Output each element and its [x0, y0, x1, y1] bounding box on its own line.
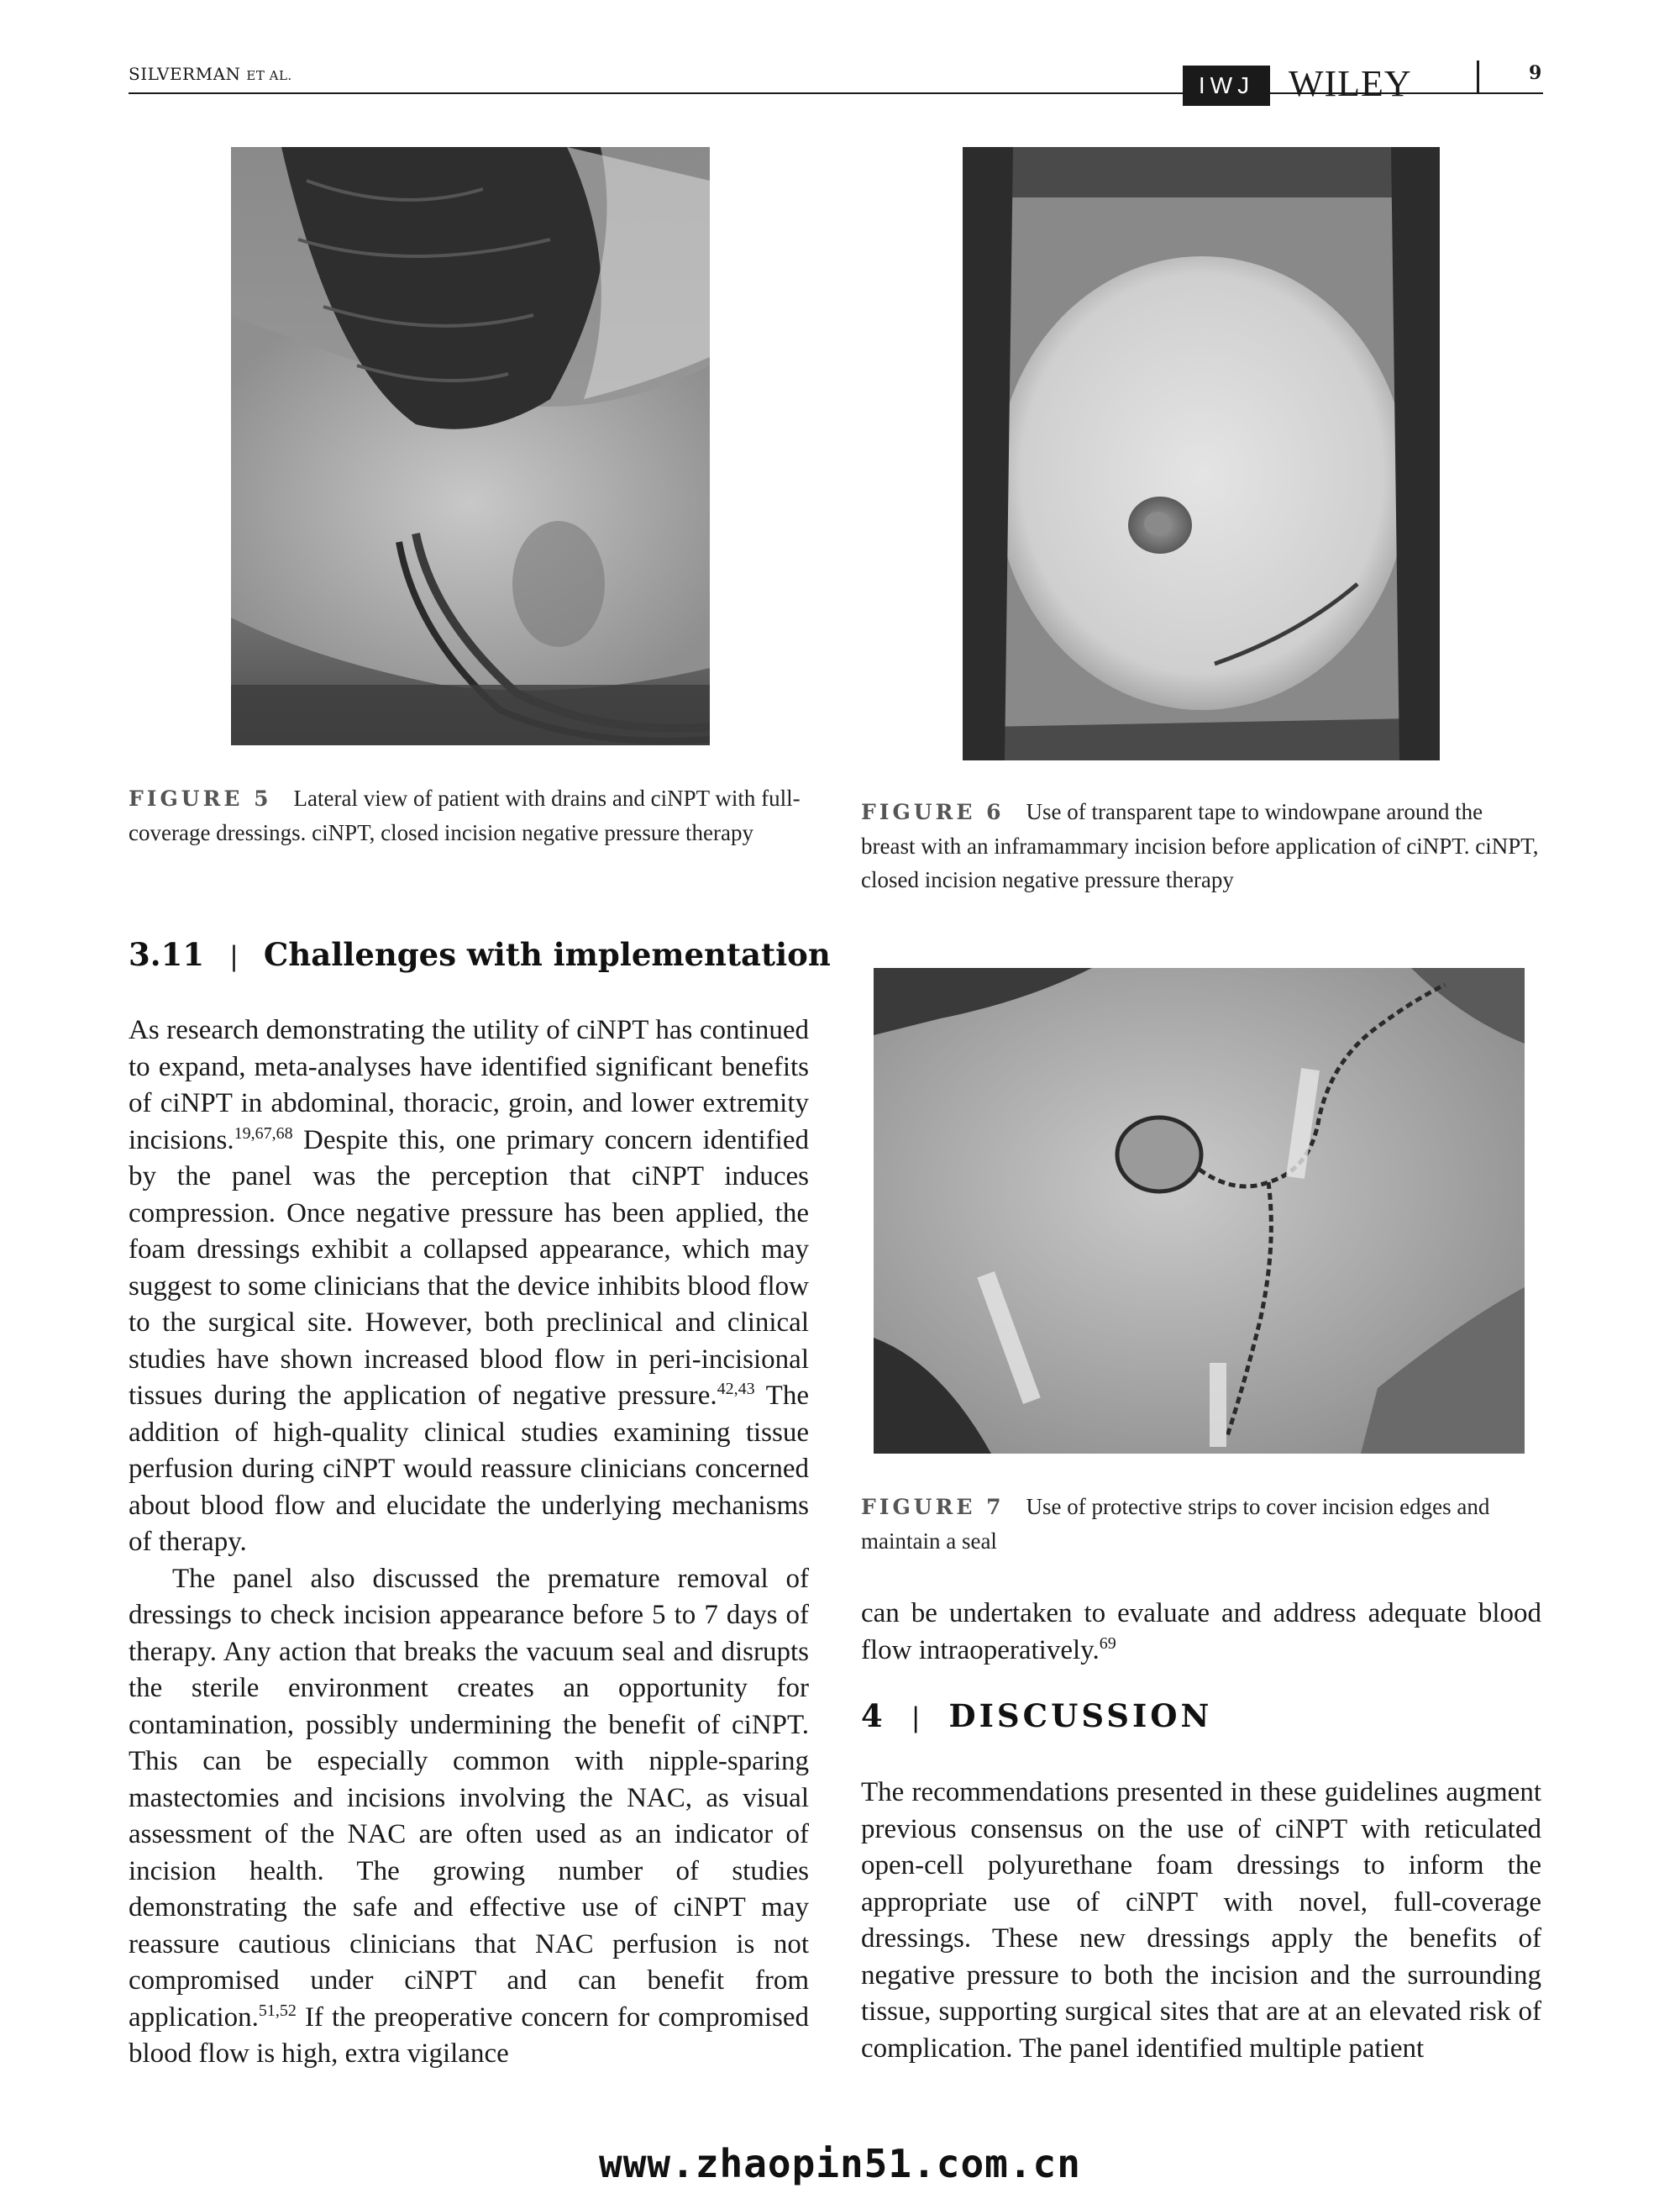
paragraph-3-11-1: As research demonstrating the utility of ciNPT has continued to expand, meta-analyses have identified significant benefits of ciNPT in abdominal, thoracic, groin, and lower extremity incisions.$^{19,67,68}$ Despite this, one primary concern identified by the panel was the perception that ciNPT induces compression. Once negative pressure has been applied, the foam dressings exhibit a collapsed appearance, which may suggest to some clinicians that the device inhibits blood flow to the surgical site. However, both preclinical and clinical studies have shown increased blood flow in peri-incisional tissues during the application of negative pressure.$^{42,43}$ The addition of high-quality clinical studies examining tissue perfusion during ciNPT would reassure clinicians concerned about blood flow and elucidate the underlying mechanisms of therapy.	[129, 1015, 809, 1557]
right-column-continuation	[861, 1596, 1541, 1669]
figure-7-image	[874, 968, 1525, 1454]
paragraph-3-11-2: The panel also discussed the premature removal of dressings to check incision appearance before 5 to 7 days of therapy. Any action that breaks the vacuum seal and disrupts the sterile environment creates an opportunity for contamination, possibly undermining the benefit of ciNPT. This can be especially common with nipple-sparing mastectomies and incisions involving the NAC, as visual assessment of the NAC are often used as an indicator of incision health. The growing number of studies demonstrating the safe and effective use of ciNPT may reassure cautious clinicians that NAC perfusion is not compromised under ciNPT and can benefit from application.$^{51,52}$ If the preoperative concern for compromised blood flow is high, extra vigilance	[129, 1563, 809, 2069]
citation: 19,67,68	[234, 1123, 293, 1143]
heading-separator: |	[911, 1701, 924, 1733]
figure-7-caption-text: Use of protective strips to cover incision edges and maintain a seal	[861, 1494, 1490, 1554]
figure-5-label: FIGURE 5	[129, 786, 272, 811]
figure-7-label: FIGURE 7	[861, 1495, 1005, 1519]
running-head-etal: ET AL.	[246, 68, 292, 83]
section-3-11-title: Challenges with implementation	[263, 936, 831, 973]
citation: 42,43	[717, 1380, 755, 1398]
section-4-title: DISCUSSION	[948, 1697, 1213, 1734]
figure-5-caption	[129, 781, 809, 849]
figure-6-caption-text: Use of transparent tape to windowpane around the breast with an inframammary incision before application of ciNPT. ciNPT, closed incision negative pressure therapy	[861, 799, 1539, 892]
figure-6-image	[963, 147, 1440, 760]
paragraph-4-1: The recommendations presented in these guidelines augment previous consensus on the use of ciNPT with reticulated open-cell polyurethane foam dressings to inform the appropriate use of ciNPT with novel, full-coverage dressings. These new dressings apply the benefits of negative pressure to both the incision and the surrounding tissue, supporting surgical sites that are at an elevated risk of complication. The panel identified multiple patient	[861, 1777, 1541, 2064]
citation: 69	[1099, 1633, 1116, 1653]
heading-separator: |	[229, 940, 239, 972]
figure-5-caption-text: Lateral view of patient with drains and ciNPT with full-coverage dressings. ciNPT, closed incision negative pressure therapy	[129, 786, 801, 845]
paragraph-continuation: can be undertaken to evaluate and address adequate blood flow intraoperatively.$^{69}$	[861, 1598, 1541, 1665]
figure-5-image	[231, 147, 710, 745]
header-divider	[1477, 60, 1479, 94]
section-4-heading: 4 | DISCUSSION	[861, 1697, 1213, 1734]
figure-7-caption	[861, 1490, 1541, 1558]
page-number: 9	[1529, 62, 1542, 84]
section-4-body	[861, 1775, 1541, 2067]
citation: 51,52	[258, 2001, 297, 2020]
figure-6-caption	[861, 795, 1541, 897]
publisher-logo: WILEY	[1289, 63, 1412, 104]
section-3-11-heading: 3.11 | Challenges with implementation	[129, 936, 831, 973]
left-column-body	[129, 1012, 809, 2073]
watermark: www.zhaopin51.com.cn	[599, 2141, 1081, 2186]
figure-6-label: FIGURE 6	[861, 800, 1005, 824]
journal-logo: IWJ	[1183, 66, 1270, 106]
running-head: SILVERMAN ET AL.	[129, 64, 292, 84]
